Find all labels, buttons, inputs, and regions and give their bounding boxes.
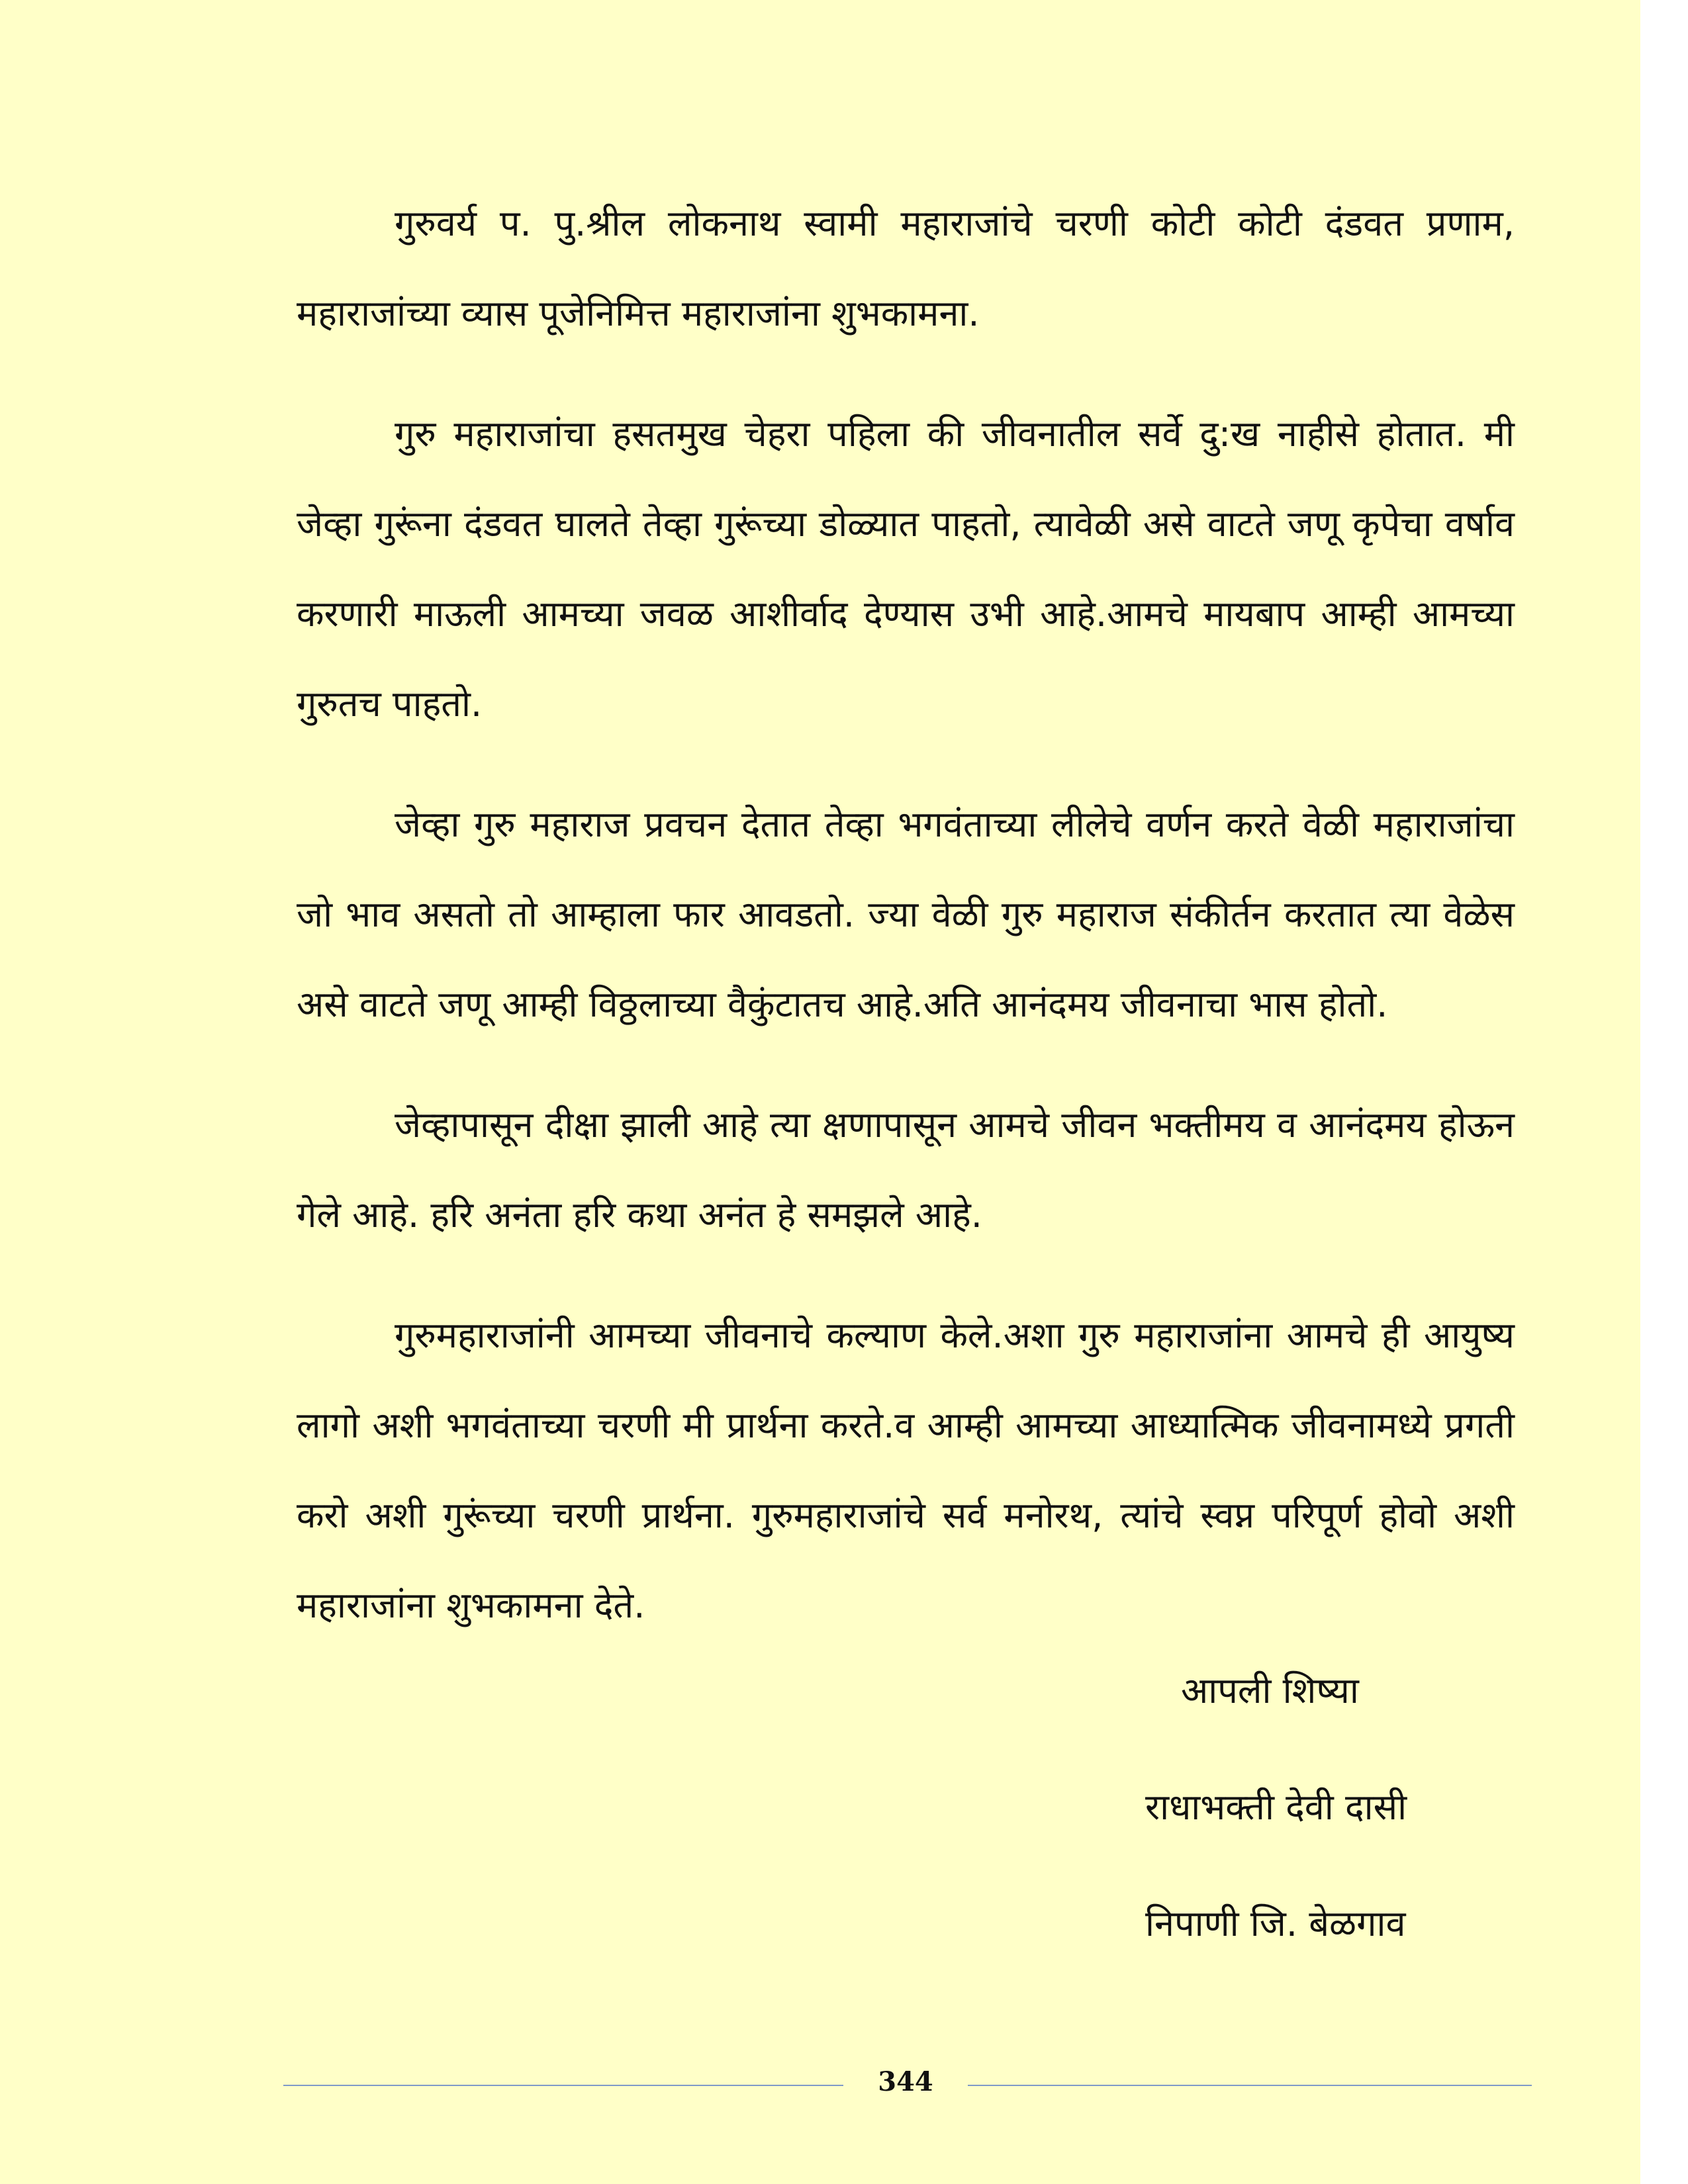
paragraph-greeting: गुरुवर्य प. पु.श्रील लोकनाथ स्वामी महाराजांचे चरणी कोटी कोटी दंडवत प्रणाम, महाराजांच्या व्यास पूजेनिमित्त महाराजांना शुभकामना. <box>297 203 1515 334</box>
paragraph-guru-face: गुरु महाराजांचा हसतमुख चेहरा पहिला की जीवनातील सर्वे दु:ख नाहीसे होतात. मी जेव्हा गुरूंना दंडवत घालते तेव्हा गुरूंच्या डोळ्यात पाहतो, त्यावेळी असे वाटते जणू कृपेचा वर्षाव करणारी माऊली आमच्या जवळ आशीर्वाद देण्यास उभी आहे.आमचे मायबाप आम्ही आमच्या गुरुतच पाहतो. <box>297 413 1515 725</box>
letter-body <box>297 179 1515 1651</box>
signature-name: राधाभक्ती देवी दासी <box>1145 1786 1407 1828</box>
paragraph-prayer: गुरुमहाराजांनी आमच्या जीवनाचे कल्याण केले.अशा गुरु महाराजांना आमचे ही आयुष्य लागो अशी भगवंताच्या चरणी मी प्रार्थना करते.व आम्ही आमच्या आध्यात्मिक जीवनामध्ये प्रगती करो अशी गुरूंच्या चरणी प्रार्थना. गुरुमहाराजांचे सर्व मनोरथ, त्यांचे स्वप्न परिपूर्ण होवो अशी महाराजांना शुभकामना देते. <box>297 1314 1515 1626</box>
footer-rule-right <box>968 2085 1532 2086</box>
page-number: 344 <box>878 2066 933 2097</box>
paragraph-initiation: जेव्हापासून दीक्षा झाली आहे त्या क्षणापासून आमचे जीवन भक्तीमय व आनंदमय होऊन गेले आहे. हरि अनंता हरि कथा अनंत हे समझले आहे. <box>297 1104 1515 1236</box>
footer-rule-left <box>283 2085 843 2086</box>
signature-closing: आपली शिष्या <box>1181 1670 1359 1711</box>
signature-place: निपाणी जि. बेळगाव <box>1145 1903 1406 1944</box>
paragraph-discourse: जेव्हा गुरु महाराज प्रवचन देतात तेव्हा भगवंताच्या लीलेचे वर्णन करते वेळी महाराजांचा जो भाव असतो तो आम्हाला फार आवडतो. ज्या वेळी गुरु महाराज संकीर्तन करतात त्या वेळेस असे वाटते जणू आम्ही विठ्ठलाच्या वैकुंटातच आहे.अति आनंदमय जीवनाचा भास होतो. <box>297 803 1515 1025</box>
signature-block <box>1145 1655 1542 2004</box>
